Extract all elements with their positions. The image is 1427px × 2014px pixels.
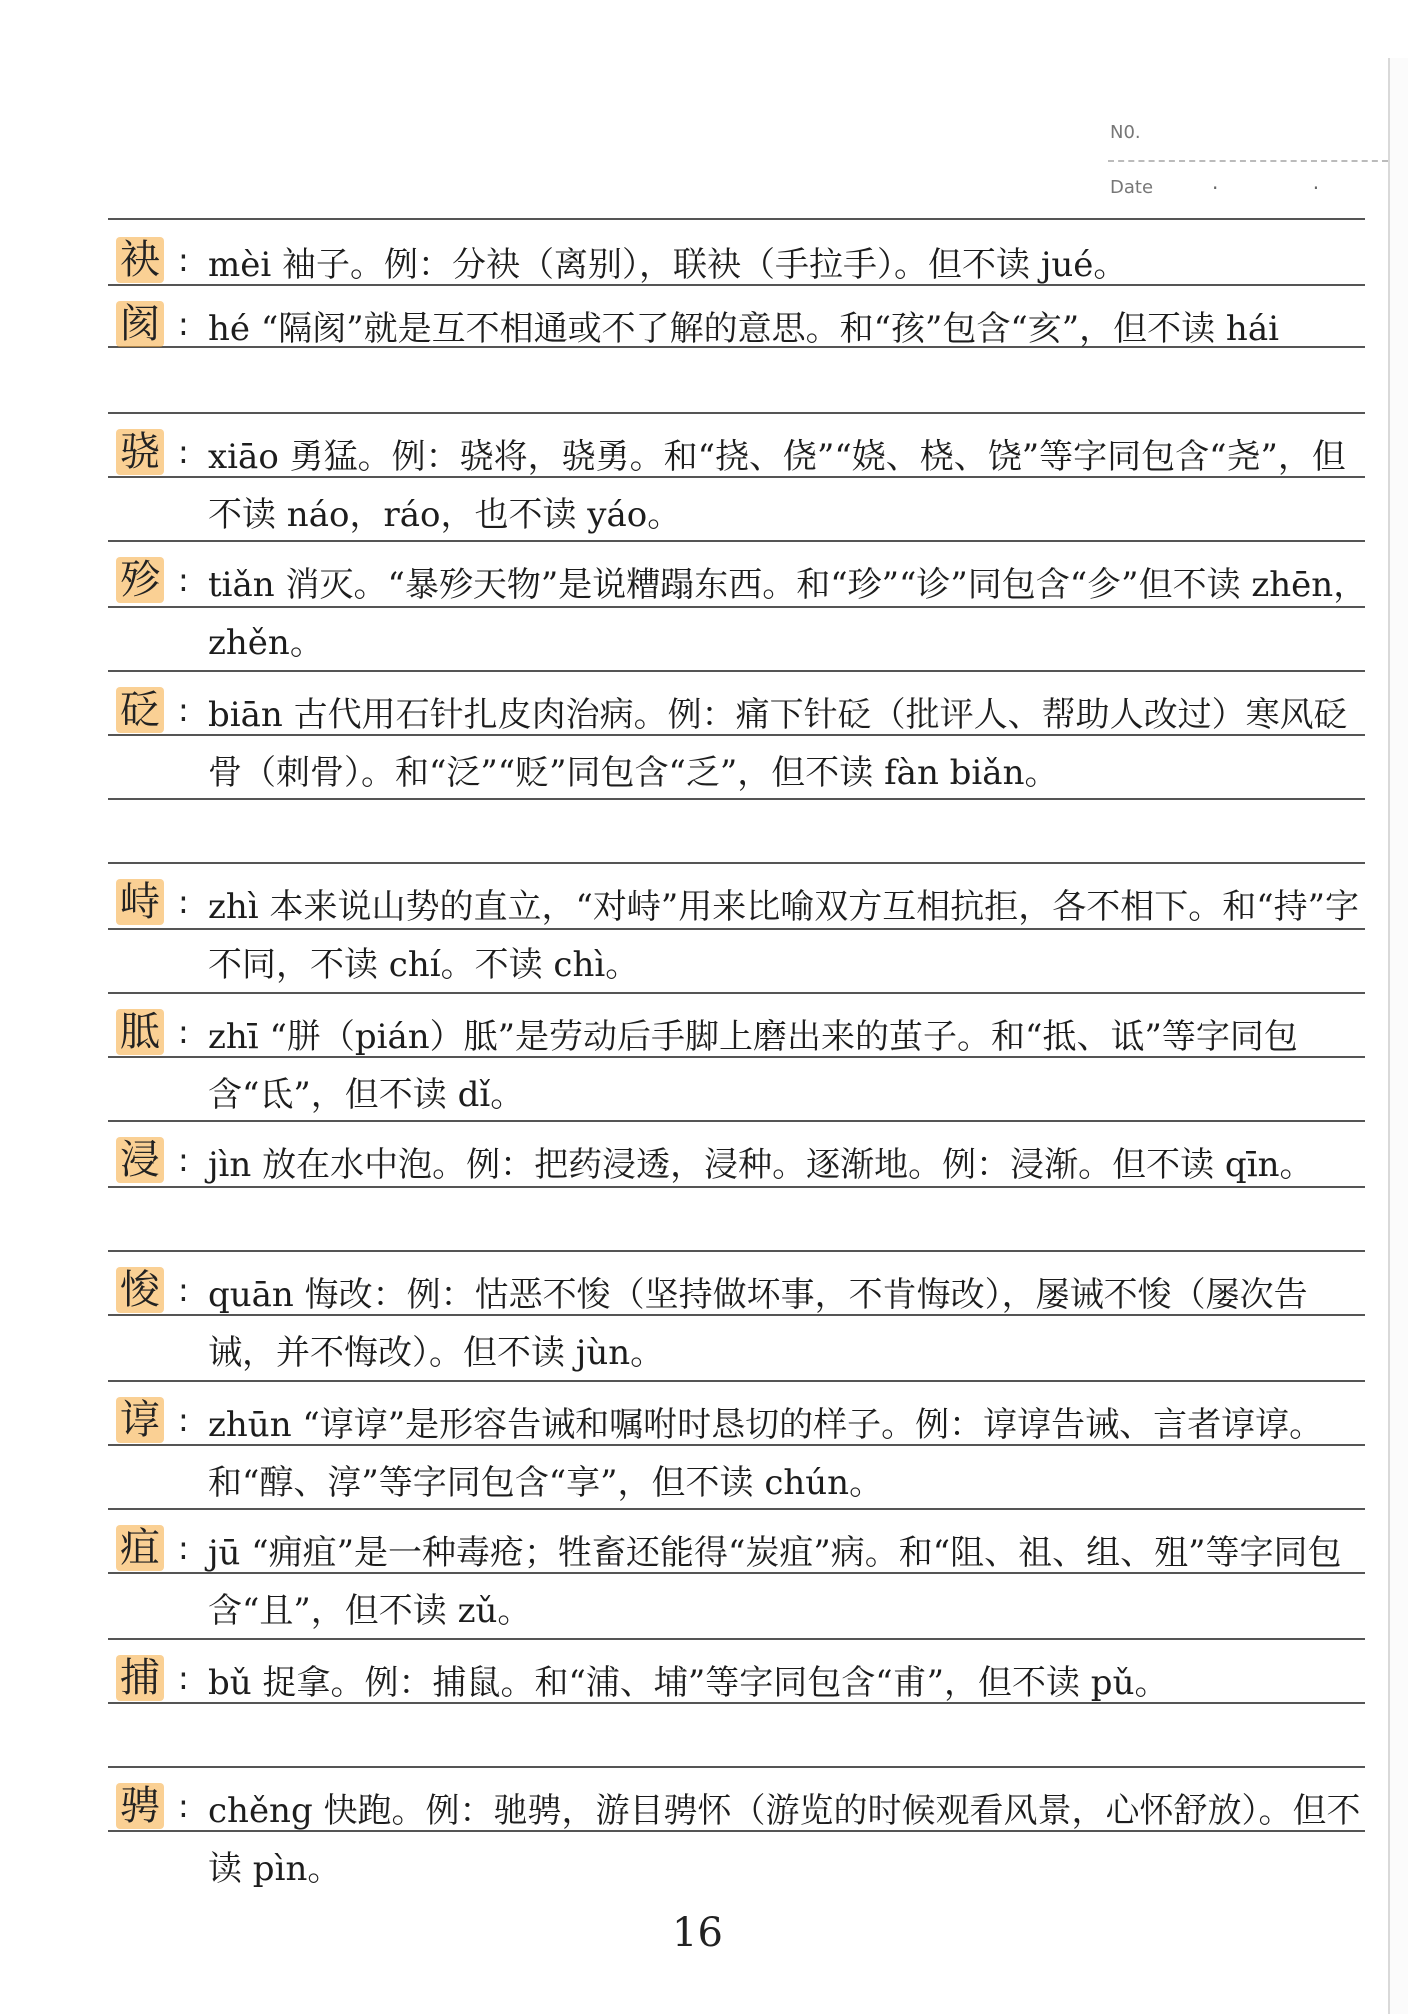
header-date-dots: . . <box>1212 170 1364 194</box>
entry-text: jū “痈疽”是一种毒疮；牲畜还能得“炭疽”病。和“阻、祖、组、殂”等字同包含“且”，但不读 zǔ。 <box>208 1533 1342 1631</box>
entry-colon: : <box>178 1141 189 1179</box>
entry-character: 殄 <box>116 556 164 604</box>
entry-colon: : <box>178 1401 189 1439</box>
entry-text: quān 悔改：例：怙恶不悛（坚持做坏事，不肯悔改），屡诫不悛（屡次告诫，并不悔改）。但不读 jùn。 <box>208 1275 1308 1373</box>
entry-character: 浸 <box>116 1136 164 1184</box>
entry-text: biān 古代用石针扎皮肉治病。例：痛下针砭（批评人、帮助人改过）寒风砭骨（刺骨）。和“泛”“贬”同包含“乏”，但不读 fàn biǎn。 <box>208 695 1348 793</box>
entry-colon: : <box>178 241 189 279</box>
entry-character: 骁 <box>116 428 164 476</box>
entry-text: zhī “胼（pián）胝”是劳动后手脚上磨出来的茧子。和“抵、诋”等字同包含“氐”，但不读 dǐ。 <box>208 1017 1298 1115</box>
entry-colon: : <box>178 691 189 729</box>
entry-character: 砭 <box>116 686 164 734</box>
entry-colon: : <box>178 1529 189 1567</box>
entry-character: 骋 <box>116 1782 164 1830</box>
entry-text: zhì 本来说山势的直立，“对峙”用来比喻双方互相抗拒，各不相下。和“持”字不同，不读 chí。不读 chì。 <box>208 887 1360 985</box>
entry-text: bǔ 捉拿。例：捕鼠。和“浦、埔”等字同包含“甫”，但不读 pǔ。 <box>208 1663 1169 1703</box>
entry-character: 悛 <box>116 1266 164 1314</box>
entry-colon: : <box>178 305 189 343</box>
entry-text: chěng 快跑。例：驰骋，游目骋怀（游览的时候观看风景，心怀舒放）。但不读 pìn。 <box>208 1791 1361 1889</box>
entry-colon: : <box>178 1659 189 1697</box>
entry-text: jìn 放在水中泡。例：把药浸透，浸种。逐渐地。例：浸渐。但不读 qīn。 <box>208 1145 1314 1185</box>
entry-colon: : <box>178 1787 189 1825</box>
entry-character: 疽 <box>116 1524 164 1572</box>
entry-character: 胝 <box>116 1008 164 1056</box>
entry-text: zhūn “谆谆”是形容告诫和嘱咐时恳切的样子。例：谆谆告诫、言者谆谆。和“醇、淳”等字同包含“享”，但不读 chún。 <box>208 1405 1324 1503</box>
entry-character: 谆 <box>116 1396 164 1444</box>
entry-colon: : <box>178 433 189 471</box>
entry-text: xiāo 勇猛。例：骁将，骁勇。和“挠、侥”“娆、桡、饶”等字同包含“尧”，但不读 náo，ráo，也不读 yáo。 <box>208 437 1346 535</box>
entry-colon: : <box>178 883 189 921</box>
page-number: 16 <box>672 1910 723 1956</box>
entry-colon: : <box>178 561 189 599</box>
entry-text: mèi 袖子。例：分袂（离别），联袂（手拉手）。但不读 jué。 <box>208 245 1128 285</box>
entry-character: 峙 <box>116 878 164 926</box>
entry-colon: : <box>178 1013 189 1051</box>
header-date-label: Date <box>1110 177 1154 198</box>
entry-colon: : <box>178 1271 189 1309</box>
entry-character: 捕 <box>116 1654 164 1702</box>
entry-character: 袂 <box>116 236 164 284</box>
entry-text: hé “隔阂”就是互不相通或不了解的意思。和“孩”包含“亥”，但不读 hái <box>208 309 1279 349</box>
entry-character: 阂 <box>116 300 164 348</box>
header-no-label: N0. <box>1110 122 1141 143</box>
entry-text: tiǎn 消灭。“暴殄天物”是说糟蹋东西。和“珍”“诊”同包含“㐱”但不读 zhēn，zhěn。 <box>208 565 1368 663</box>
